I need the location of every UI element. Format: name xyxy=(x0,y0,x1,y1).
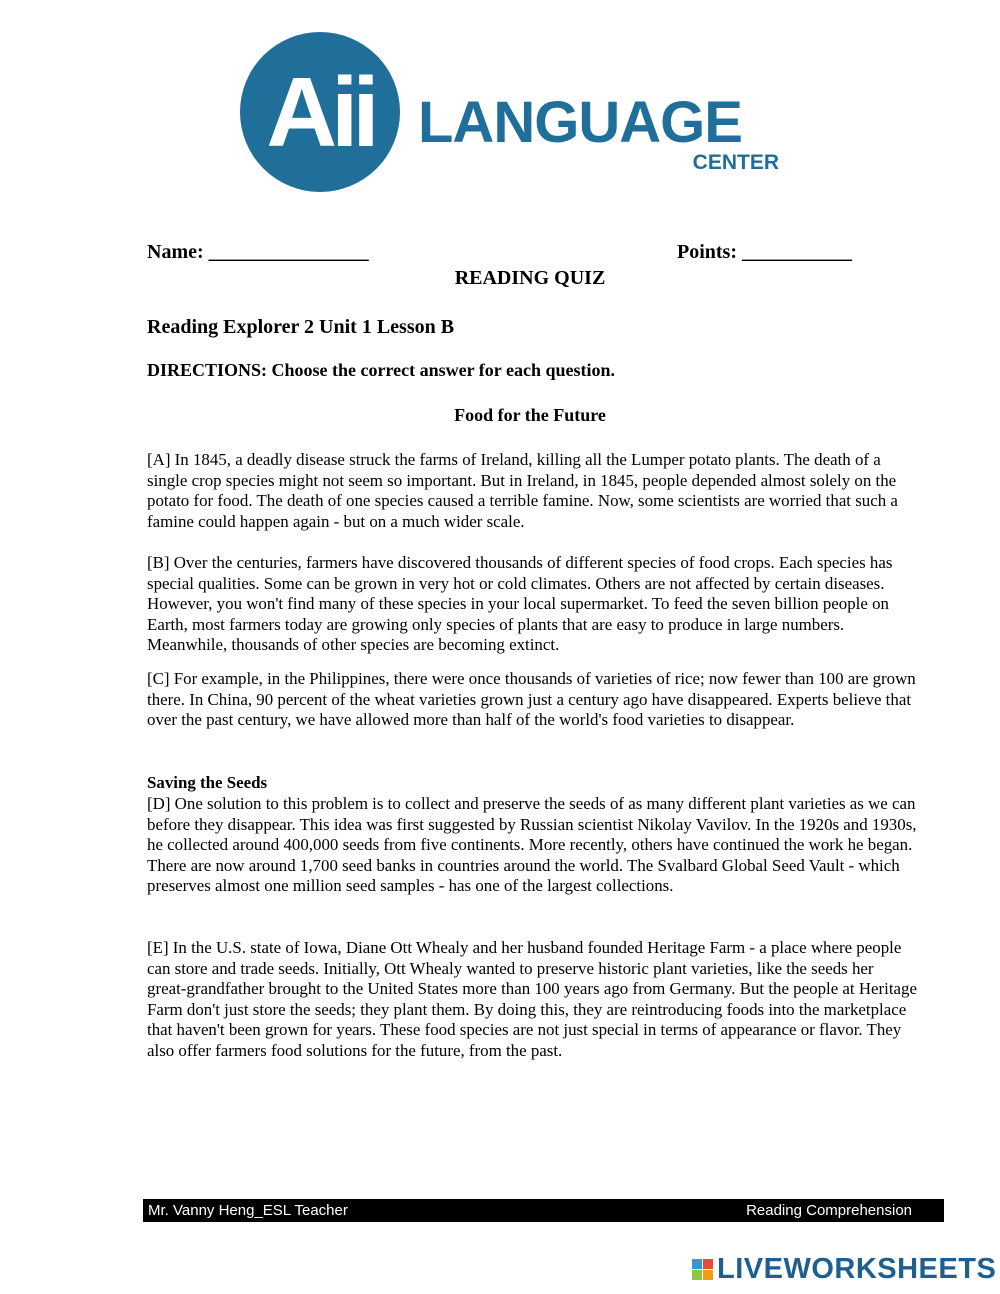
logo-subtitle: CENTER xyxy=(692,151,779,174)
section-heading-saving-the-seeds: Saving the Seeds xyxy=(147,773,268,792)
paragraph-e: [E] In the U.S. state of Iowa, Diane Ott Whealy and her husband founded Heritage Farm - a place where people can store and trade seeds. Initially, Ott Whealy wanted to preserve historic plant varieties, like the seeds her great-grandfather brought to the United States more than 100 years ago from Germany. But the people at Heritage Farm don't just store the seeds; they plant them. By doing this, they are reintroducing foods into the marketplace that haven't been grown for years. These food species are not just special in terms of appearance or flavor. They also offer farmers food solutions for the future, from the past. xyxy=(147,938,917,1060)
footer-bar xyxy=(143,1199,944,1222)
icon-square-1 xyxy=(692,1259,702,1269)
language-center-logo xyxy=(240,32,785,194)
logo-mark: Aii xyxy=(240,32,400,192)
logo-word: LANGUAGE xyxy=(418,90,742,155)
paragraph-b: [B] Over the centuries, farmers have discovered thousands of different species of food crops. Each species has special qualities. Some can be grown in very hot or cold climates. Others are not affected by certain diseases. However, you won't find many of these species in your local supermarket. To feed the seven billion people on Earth, most farmers today are growing only species of plants that are easy to produce in large numbers. Meanwhile, thousands of other species are becoming extinct. xyxy=(147,553,893,655)
paragraph-a: [A] In 1845, a deadly disease struck the farms of Ireland, killing all the Lumper potato plants. The death of a single crop species might not seem so important. But in Ireland, in 1845, people depended almost solely on the potato for food. The death of one species caused a terrible famine. Now, some scientists are worried that such a famine could happen again - but on a much wider scale. xyxy=(147,450,898,531)
footer-teacher: Mr. Vanny Heng_ESL Teacher xyxy=(148,1202,348,1219)
icon-square-2 xyxy=(703,1259,713,1269)
liveworksheets-logo xyxy=(692,1254,996,1284)
quiz-title: READING QUIZ xyxy=(454,267,606,289)
article-title: Food for the Future xyxy=(454,405,606,425)
icon-square-3 xyxy=(692,1270,702,1280)
liveworksheets-wordmark: LIVEWORKSHEETS xyxy=(717,1253,997,1285)
directions: DIRECTIONS: Choose the correct answer for each question. xyxy=(147,360,615,380)
points-field-label: Points: ___________ xyxy=(677,241,852,263)
icon-square-4 xyxy=(703,1270,713,1280)
lesson-title: Reading Explorer 2 Unit 1 Lesson B xyxy=(147,316,455,338)
paragraph-d: [D] One solution to this problem is to collect and preserve the seeds of as many different plant varieties as we can before they disappear. This idea was first suggested by Russian scientist Nikolay Vavilov. In the 1920s and 1930s, he collected around 400,000 seeds from five continents. More recently, others have continued the work he began. There are now around 1,700 seed banks in countries around the world. The Svalbard Global Seed Vault - which preserves almost one million seed samples - has one of the largest collections. xyxy=(147,794,917,896)
name-field-label: Name: ________________ xyxy=(147,241,369,263)
footer-subject: Reading Comprehension xyxy=(746,1202,912,1219)
paragraph-c: [C] For example, in the Philippines, there were once thousands of varieties of rice; now fewer than 100 are grown there. In China, 90 percent of the wheat varieties grown just a century ago have disappeared. Experts believe that over the past century, we have allowed more than half of the world's food varieties to disappear. xyxy=(147,669,916,730)
liveworksheets-icon xyxy=(692,1259,713,1280)
